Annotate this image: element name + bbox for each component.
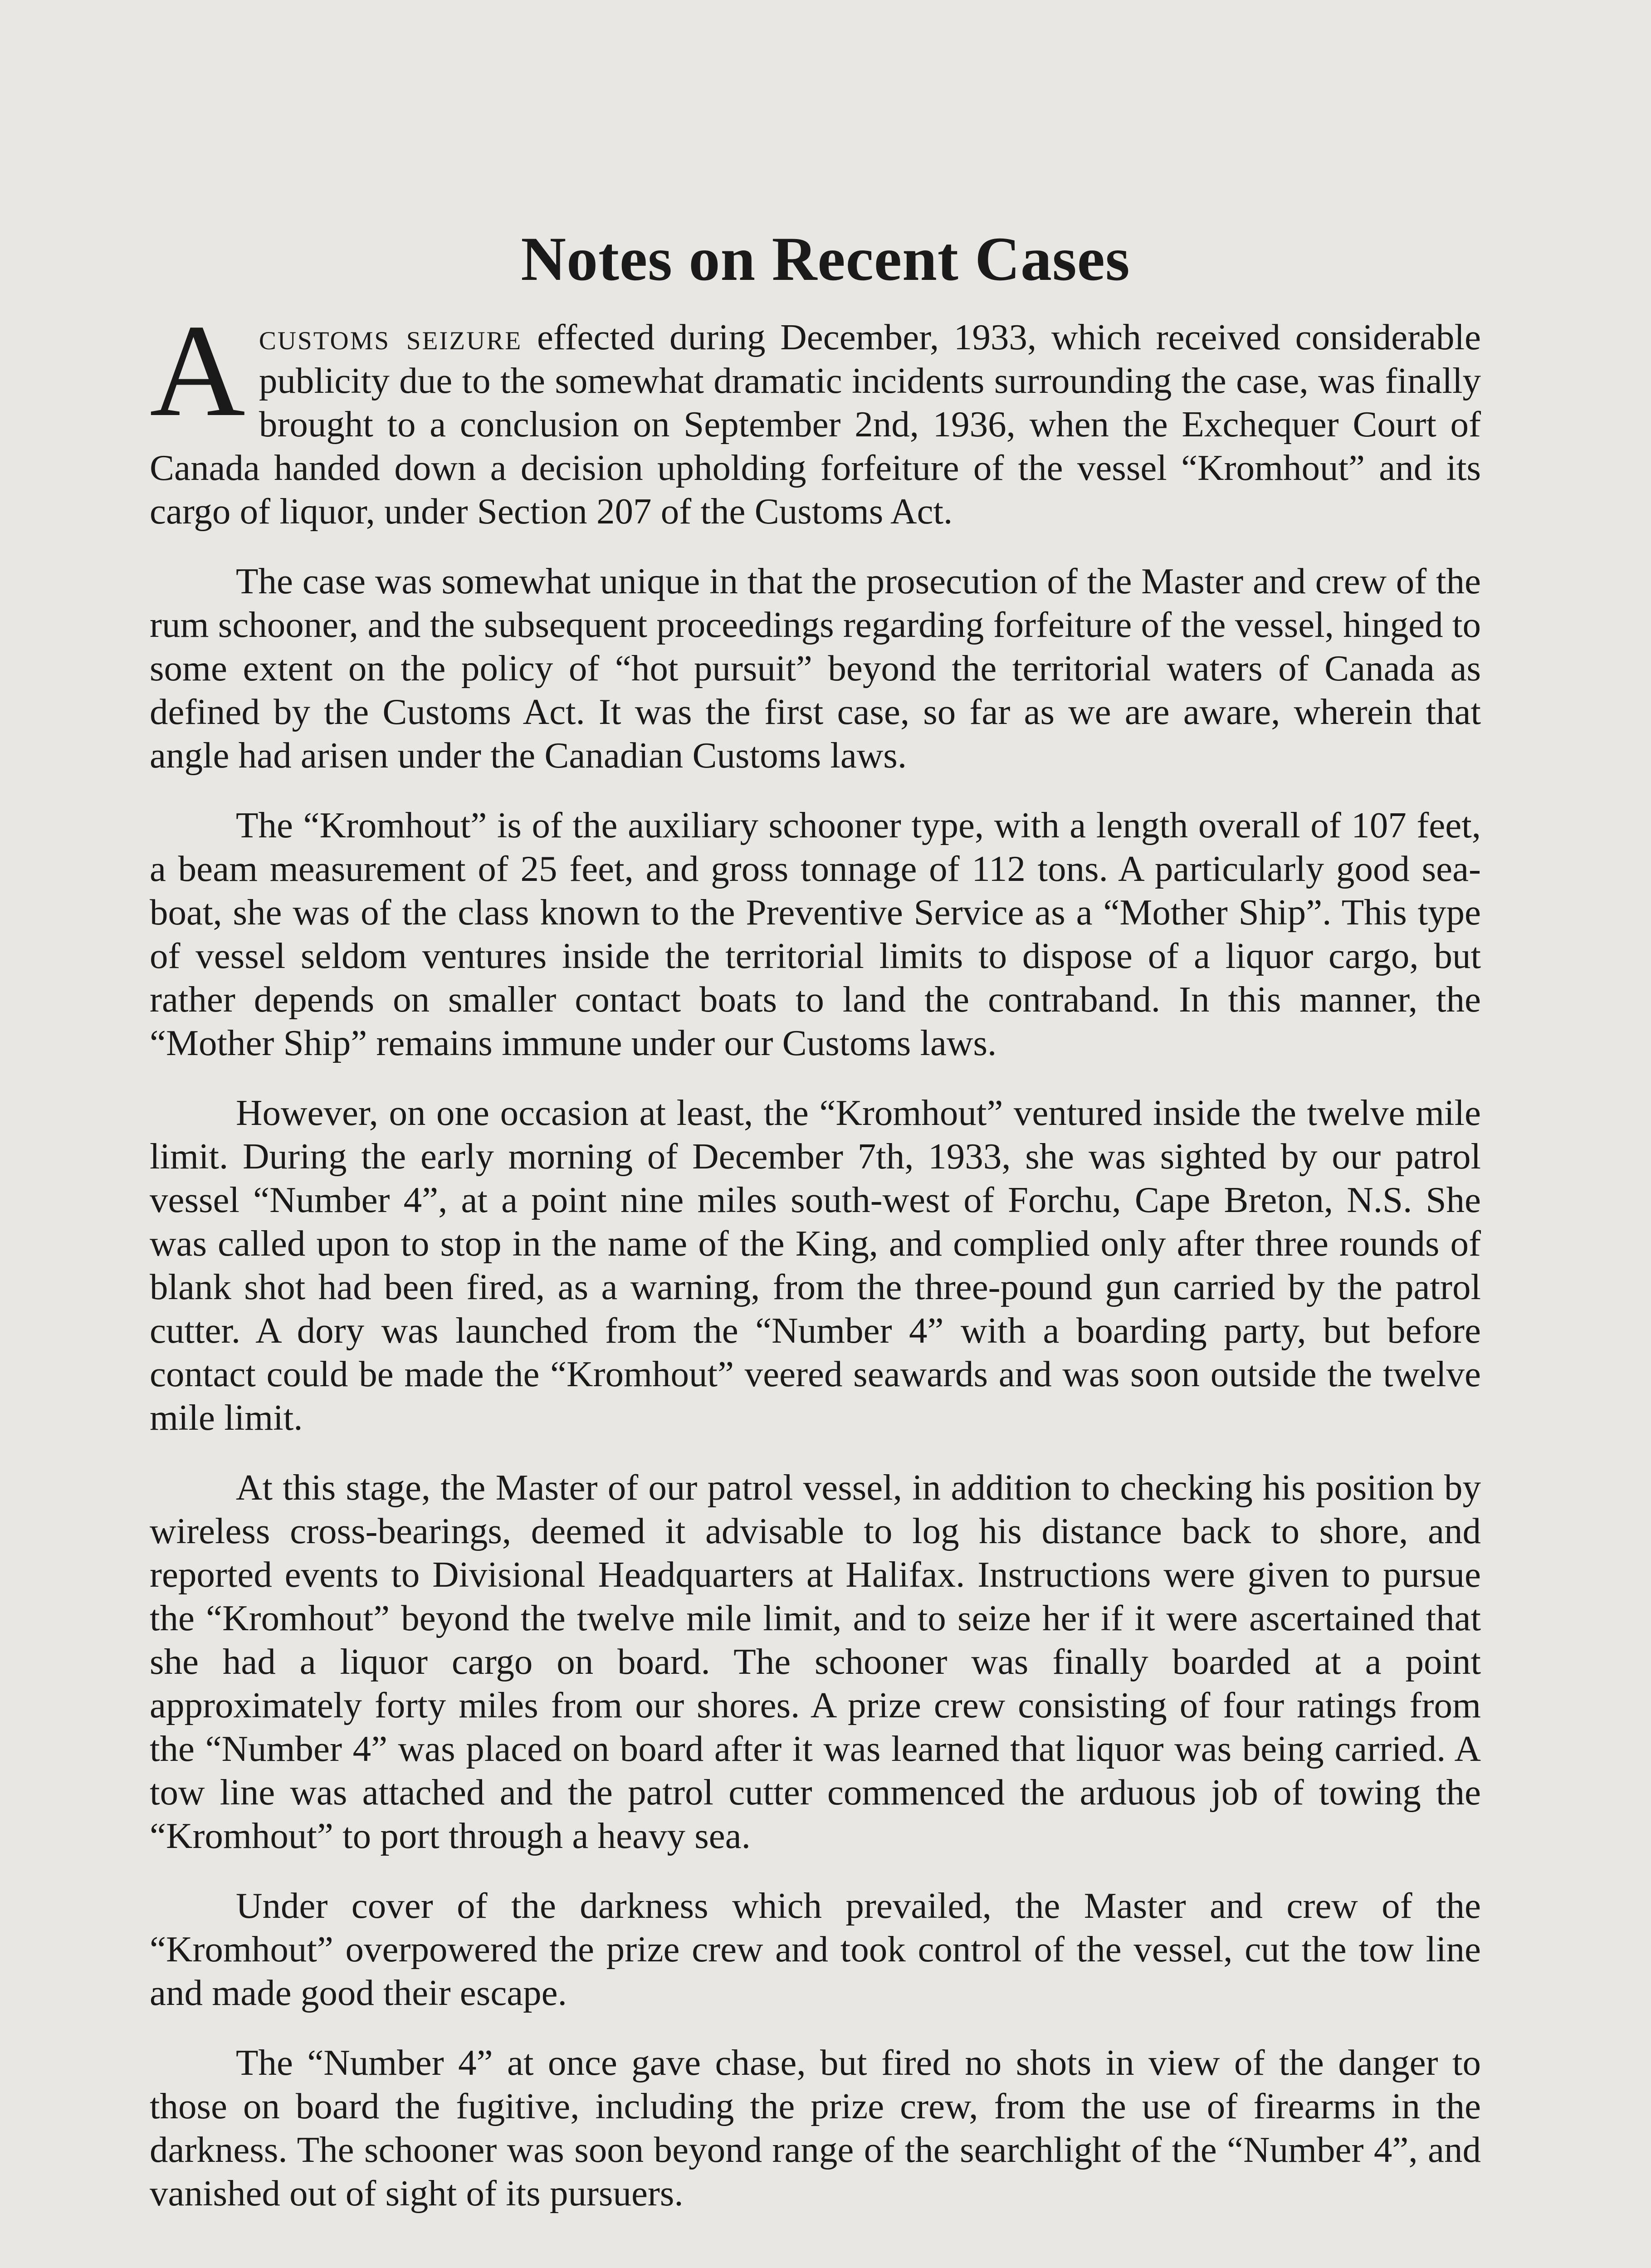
paragraph-7: The “Number 4” at once gave chase, but fired no shots in view of the danger to those on board the fugitive, including the prize crew, from the use of firearms in the darkness. The schooner was soon beyond range of the searchlight of the “Number 4”, and vanished out of sight of its pursuers. bbox=[150, 2042, 1481, 2214]
article-body bbox=[150, 298, 1481, 2241]
drop-cap-letter: A bbox=[150, 298, 245, 444]
paragraph-3: The “Kromhout” is of the auxiliary schooner type, with a length overall of 107 feet, a beam measurement of 25 feet, and gross tonnage of 112 tons. A particularly good sea-boat, she was of the class known to the Preventive Service as a “Mother Ship”. This type of vessel seldom ventures inside the territorial limits to dispose of a liquor cargo, but rather depends on smaller contact boats to land the contraband. In this manner, the “Mother Ship” remains immune under our Customs laws. bbox=[150, 805, 1481, 1063]
paragraph-1 bbox=[150, 298, 1481, 533]
paragraph-2: The case was somewhat unique in that the prosecution of the Master and crew of the rum schooner, and the subsequent proceedings regarding forfeiture of the vessel, hinged to some extent on the policy of “hot pursuit” beyond the territorial waters of Canada as defined by the Customs Act. It was the first case, so far as we are aware, wherein that angle had arisen under the Canadian Customs laws. bbox=[150, 561, 1481, 776]
paragraph-5: At this stage, the Master of our patrol vessel, in addition to checking his position by wireless cross-bearings, deemed it advisable to log his distance back to shore, and reported events to Divisional Headquarters at Halifax. Instructions were given to pursue the “Kromhout” beyond the twelve mile limit, and to seize her if it were ascertained that she had a liquor cargo on board. The schooner was finally boarded at a point approximately forty miles from our shores. A prize crew consisting of four ratings from the “Number 4” was placed on board after it was learned that liquor was being carried. A tow line was attached and the patrol cutter commenced the arduous job of towing the “Kromhout” to port through a heavy sea. bbox=[150, 1467, 1481, 1856]
paragraph-4: However, on one occasion at least, the “Kromhout” ventured inside the twelve mile limit. During the early morning of December 7th, 1933, she was sighted by our patrol vessel “Number 4”, at a point nine miles south-west of Forchu, Cape Breton, N.S. She was called upon to stop in the name of the King, and complied only after three rounds of blank shot had been fired, as a warning, from the three-pound gun carried by the patrol cutter. A dory was launched from the “Number 4” with a boarding party, but before contact could be made the “Kromhout” veered seawards and was soon outside the twelve mile limit. bbox=[150, 1092, 1481, 1438]
paragraph-1-text: effected during December, 1933, which received considerable publicity due to the somewhat dramatic incidents surrounding the case, was finally brought to a conclusion on September 2nd, 1936, when the Exchequer Court of Canada handed down a decision upholding forfeiture of the vessel “Kromhout” and its cargo of liquor, under Section 207 of the Customs Act. bbox=[150, 317, 1481, 532]
page-title: Notes on Recent Cases bbox=[521, 224, 1130, 293]
paragraph-6: Under cover of the darkness which prevailed, the Master and crew of the “Kromhout” overpowered the prize crew and took control of the vessel, cut the tow line and made good their escape. bbox=[150, 1885, 1481, 2013]
small-caps-lead: customs seizure bbox=[259, 317, 523, 357]
